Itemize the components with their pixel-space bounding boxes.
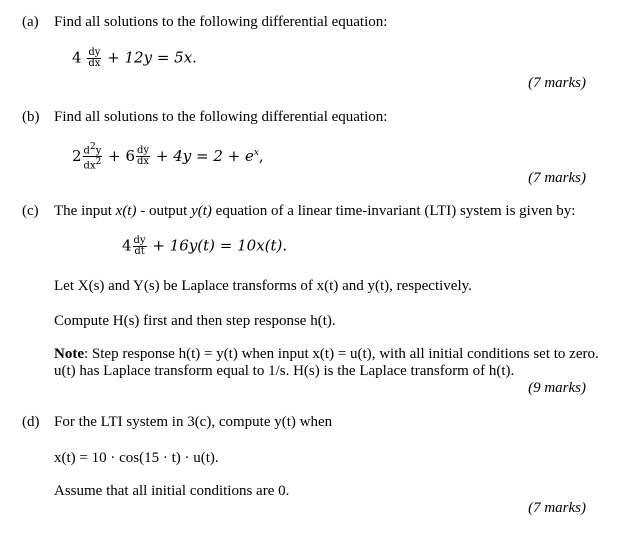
part-a-marks: (7 marks)	[528, 75, 586, 91]
dy-dt-fraction: $\frac{dy}{dt}$	[133, 235, 146, 257]
part-c-prompt: The input x(t) - output y(t) equation of a linear time-invariant (LTI) system is given by:	[54, 203, 576, 219]
part-b-marks: (7 marks)	[528, 170, 586, 186]
part-a-equation: 4 $\frac{dy}{dx}$ + 12y = 5x.	[72, 47, 197, 69]
part-b-label: (b)	[22, 109, 40, 125]
part-a-label: (a)	[22, 14, 39, 30]
dy-dx-fraction: $\frac{dy}{dx}$	[137, 145, 150, 168]
note-label: Note	[54, 346, 84, 362]
part-a-prompt: Find all solutions to the following differential equation:	[54, 14, 388, 30]
d2y-dx2-fraction: $\frac{d^2y}{dx^2}$	[83, 142, 102, 172]
part-c-equation: 4 $\frac{dy}{dt}$ + 16y(t) = 10x(t).	[122, 235, 288, 257]
part-d-equation: x(t) = 10 · cos(15 · t) · u(t).	[54, 450, 219, 466]
part-c-label: (c)	[22, 203, 39, 219]
part-c-note-line2: u(t) has Laplace transform equal to 1/s. H(s) is the Laplace transform of h(t).	[54, 363, 515, 379]
part-d-marks: (7 marks)	[528, 500, 586, 516]
part-c-note-line1: Note: Step response h(t) = y(t) when input x(t) = u(t), with all initial conditions set to zero.	[54, 346, 599, 362]
part-c-let-line: Let X(s) and Y(s) be Laplace transforms of x(t) and y(t), respectively.	[54, 278, 472, 294]
part-d-assume-line: Assume that all initial conditions are 0.	[54, 483, 290, 499]
part-d-label: (d)	[22, 414, 40, 430]
part-c-compute-line: Compute H(s) first and then step response h(t).	[54, 313, 336, 329]
part-b-prompt: Find all solutions to the following differential equation:	[54, 109, 388, 125]
part-b-equation: 2 $\frac{d^2y}{dx^2}$ + 6 $\frac{dy}{dx}$ + $4y = 2 + e^x$,	[72, 142, 264, 172]
part-c-marks: (9 marks)	[528, 380, 586, 396]
dy-dx-fraction: $\frac{dy}{dx}$	[88, 47, 101, 69]
part-d-prompt: For the LTI system in 3(c), compute y(t) when	[54, 414, 333, 430]
